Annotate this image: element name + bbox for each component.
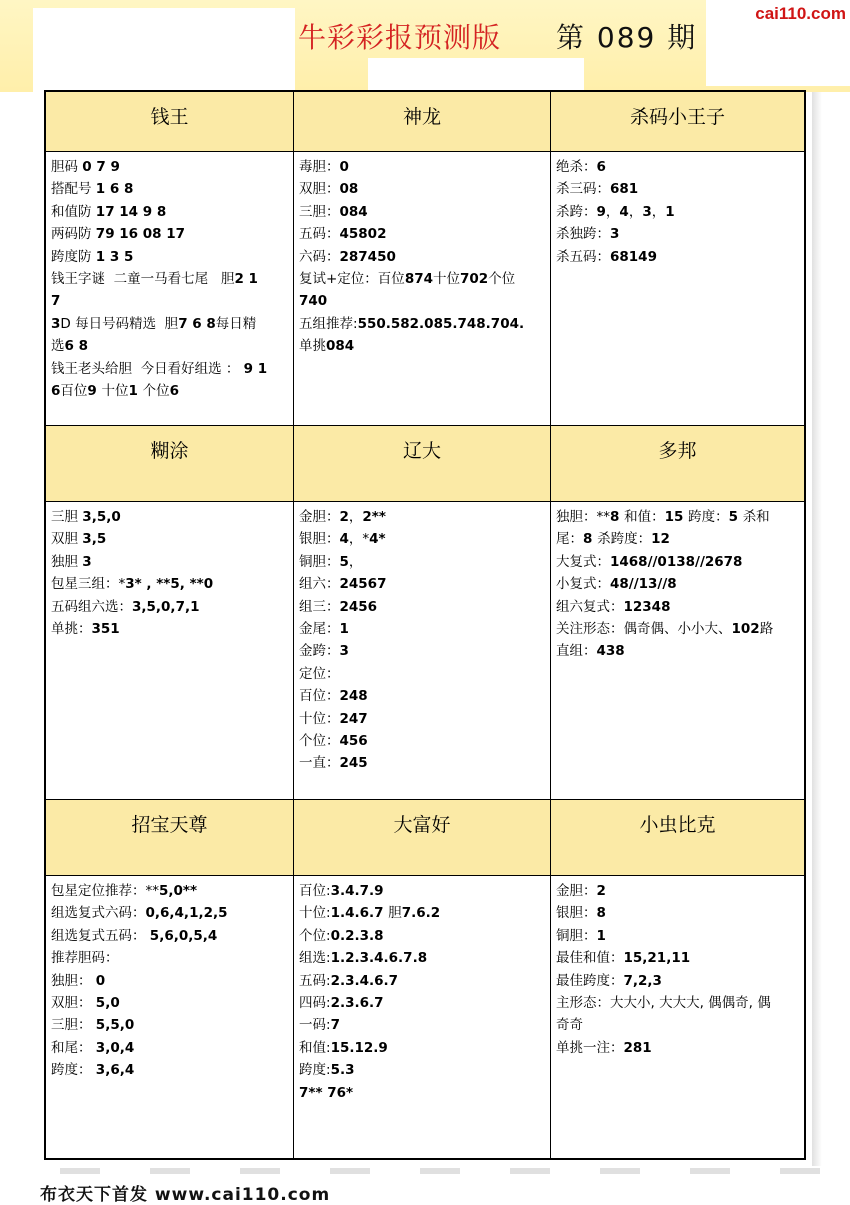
prediction-line: 五码组六选：3,5,0,7,1: [51, 598, 200, 615]
prediction-line: 定位：: [299, 665, 340, 682]
prediction-line: 十位:1.4.6.7 胆7.6.2: [299, 905, 441, 922]
prediction-line: 六码：287450: [299, 248, 396, 265]
prediction-line: 钱王字谜 二童一马看七尾 胆2 1: [51, 271, 258, 288]
prediction-line: 银胆：8: [556, 905, 606, 922]
prediction-line: 组三：2456: [299, 598, 378, 615]
section-title: 辽大: [294, 426, 551, 502]
section-title: 杀码小王子: [551, 92, 804, 152]
prediction-line: 胆码 0 7 9: [51, 159, 120, 175]
section-body: [46, 876, 294, 1158]
prediction-line: 百位：248: [299, 688, 368, 705]
prediction-line: 直组：438: [556, 643, 625, 660]
prediction-line: 和值防 17 14 9 8: [51, 203, 167, 220]
section-body: [46, 502, 294, 800]
prediction-line: 6百位9 十位1 个位6: [51, 383, 179, 400]
prediction-line: 金胆：2: [556, 883, 606, 899]
footer-faint-text: [60, 1168, 820, 1174]
section-title: 招宝天尊: [46, 800, 294, 876]
prediction-line: 个位：456: [299, 733, 368, 750]
paper-title: 牛彩彩报预测版: [298, 21, 502, 54]
section-title: 钱王: [46, 92, 294, 152]
section-body: [551, 876, 804, 1158]
prediction-line: 百位:3.4.7.9: [299, 883, 384, 899]
section-body: [294, 876, 551, 1158]
prediction-line: 选6 8: [51, 338, 88, 355]
prediction-line: 双胆：08: [299, 181, 359, 198]
prediction-line: 奇奇: [556, 1017, 583, 1034]
prediction-line: 金胆：2，2**: [299, 509, 386, 525]
page-shadow: [812, 92, 822, 1172]
prediction-line: 组选复式五码： 5,6,0,5,4: [51, 927, 218, 944]
footer-site: 布衣天下首发 www.cai110.com: [40, 1185, 331, 1205]
prediction-line: 杀三码：681: [556, 181, 639, 198]
section-title: 多邦: [551, 426, 804, 502]
section-body: [551, 152, 804, 426]
prediction-line: 组六复式：12348: [556, 598, 671, 615]
section-title: 小虫比克: [551, 800, 804, 876]
prediction-line: 尾：8 杀跨度：12: [556, 531, 670, 548]
section-body: [551, 502, 804, 800]
prediction-line: 单挑一注：281: [556, 1039, 652, 1056]
prediction-line: 包星定位推荐：**5,0**: [51, 883, 198, 899]
prediction-line: 双胆： 5,0: [51, 995, 120, 1012]
prediction-line: 独胆 3: [51, 553, 92, 570]
prediction-line: 个位:0.2.3.8: [299, 927, 384, 944]
prediction-line: 三胆：084: [299, 203, 368, 220]
prediction-line: 五码：45802: [299, 226, 387, 243]
prediction-line: 单挑：351: [51, 621, 120, 638]
prediction-line: 两码防 79 16 08 17: [51, 226, 186, 243]
prediction-line: 杀跨：9，4，3，1: [556, 203, 675, 220]
prediction-line: 五码:2.3.4.6.7: [299, 972, 399, 989]
prediction-line: 杀五码：68149: [556, 248, 657, 265]
prediction-line: 金尾：1: [299, 621, 349, 638]
issue-number: 第 089 期: [556, 21, 698, 54]
prediction-line: 和值:15.12.9: [299, 1039, 388, 1056]
prediction-line: 主形态：大大小, 大大大, 偶偶奇, 偶: [556, 995, 771, 1012]
prediction-line: 四码:2.3.6.7: [299, 995, 384, 1012]
prediction-line: 银胆：4，*4*: [299, 531, 386, 548]
prediction-line: 大复式：1468//0138//2678: [556, 553, 743, 570]
site-watermark: cai110.com: [755, 4, 846, 23]
prediction-line: 跨度： 3,6,4: [51, 1062, 135, 1079]
prediction-line: 搭配号 1 6 8: [51, 181, 134, 198]
prediction-line: 一直：245: [299, 755, 368, 772]
blank-area: [33, 8, 295, 96]
prediction-line: 复试+定位：百位874十位702个位: [299, 271, 516, 288]
prediction-line: 最佳和值：15,21,11: [556, 950, 691, 967]
prediction-line: 包星三组：*3* , **5, **0: [51, 576, 214, 593]
prediction-line: 740: [299, 293, 328, 310]
prediction-line: 十位：247: [299, 710, 368, 727]
prediction-line: 金跨：3: [299, 643, 349, 660]
prediction-line: 铜胆：5，: [299, 553, 363, 570]
prediction-line: 组选复式六码：0,6,4,1,2,5: [51, 905, 228, 922]
prediction-line: 钱王老头给胆 今日看好组选 ： 9 1: [51, 360, 268, 377]
section-title: 大富好: [294, 800, 551, 876]
prediction-line: 五组推荐:550.582.085.748.704.: [299, 315, 525, 332]
prediction-line: 三胆 3,5,0: [51, 509, 121, 525]
prediction-line: 双胆 3,5: [51, 531, 107, 548]
prediction-line: 组六：24567: [299, 576, 387, 593]
prediction-line: 独胆：**8 和值：15 跨度：5 杀和: [556, 509, 770, 525]
prediction-line: 最佳跨度：7,2,3: [556, 972, 662, 989]
prediction-line: 7** 76*: [299, 1084, 354, 1101]
section-body: [294, 152, 551, 426]
prediction-line: 7: [51, 293, 61, 310]
prediction-line: 跨度:5.3: [299, 1062, 355, 1079]
prediction-line: 三胆： 5,5,0: [51, 1017, 135, 1034]
prediction-line: 和尾： 3,0,4: [51, 1039, 135, 1056]
prediction-line: 组选:1.2.3.4.6.7.8: [299, 950, 428, 967]
prediction-line: 绝杀：6: [556, 159, 606, 175]
prediction-grid: [44, 90, 806, 1160]
prediction-line: 一码:7: [299, 1017, 340, 1034]
prediction-line: 杀独跨：3: [556, 226, 620, 243]
prediction-line: 推荐胆码：: [51, 950, 119, 967]
prediction-line: 跨度防 1 3 5: [51, 248, 134, 265]
prediction-line: 独胆： 0: [51, 972, 106, 989]
section-title: 神龙: [294, 92, 551, 152]
section-body: [294, 502, 551, 800]
section-body: [46, 152, 294, 426]
prediction-line: 小复式：48//13//8: [556, 576, 677, 593]
prediction-line: 3D 每日号码精选 胆7 6 8每日精: [51, 315, 257, 332]
prediction-line: 毒胆：0: [299, 159, 349, 175]
section-title: 糊涂: [46, 426, 294, 502]
prediction-line: 单挑084: [299, 338, 355, 355]
prediction-line: 关注形态：偶奇偶、小小大、102路: [556, 621, 774, 638]
prediction-line: 铜胆：1: [556, 927, 606, 944]
blank-area: [368, 58, 584, 92]
